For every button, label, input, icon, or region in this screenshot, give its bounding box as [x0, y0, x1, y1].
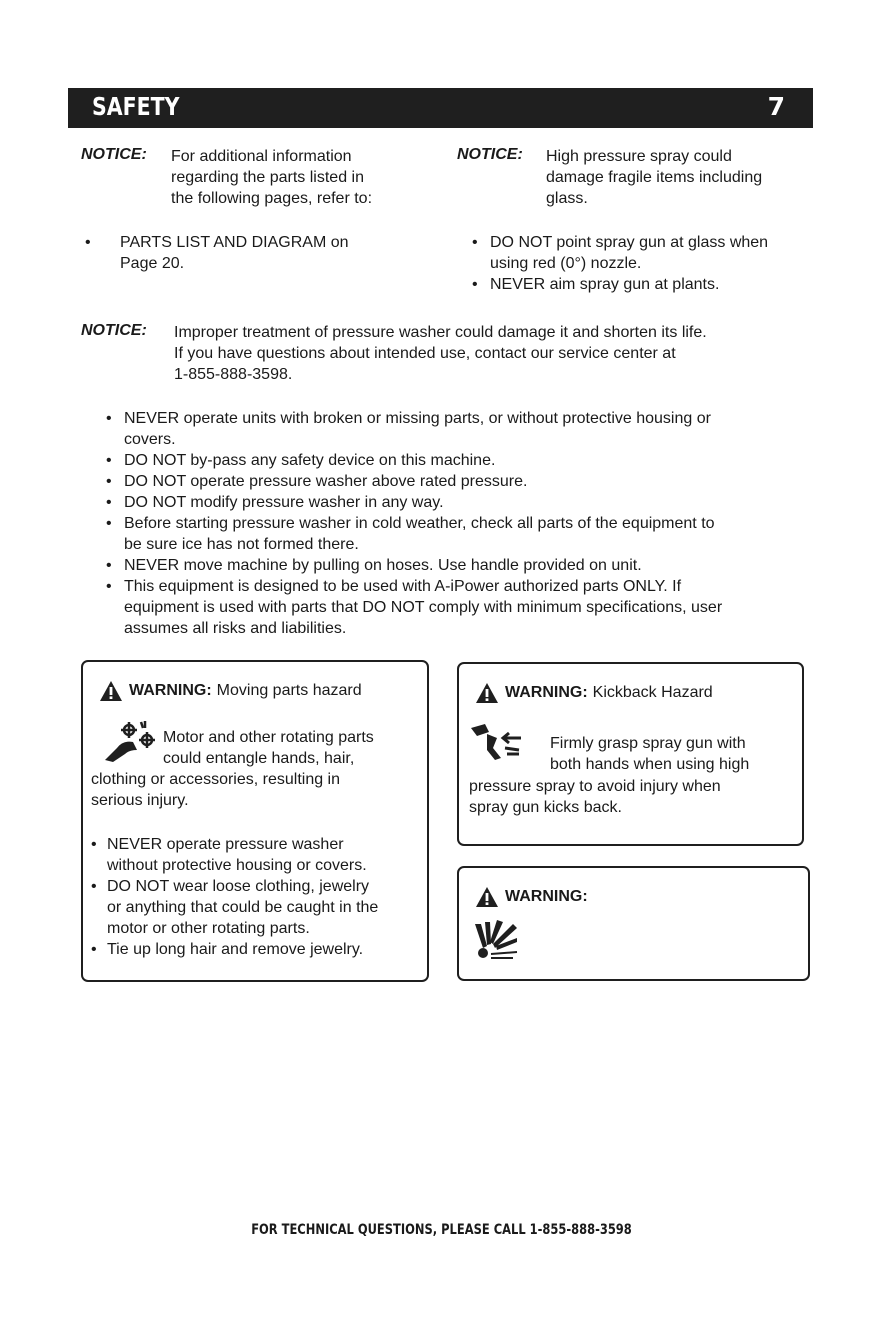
warning-intro-kickback: Firmly grasp spray gun with both hands when using high [550, 735, 750, 773]
notice-bullets-spray [472, 232, 822, 295]
notice-label-parts: NOTICE: [81, 146, 147, 163]
notice-bullets-treatment [106, 408, 806, 639]
list-item: • NEVER aim spray gun at plants. [472, 276, 720, 293]
warning-triangle-icon [99, 680, 123, 702]
list-item: • Before starting pressure washer in cold weather, check all parts of the equipment to be sure ice has not formed there. [106, 515, 715, 553]
notice-label-treatment: NOTICE: [81, 322, 147, 339]
warning-triangle-icon [475, 886, 499, 908]
notice-label-spray: NOTICE: [457, 146, 523, 163]
warning-bullets-moving-parts [91, 834, 421, 960]
warning-box-kickback [457, 662, 804, 846]
list-item: • DO NOT point spray gun at glass when using red (0°) nozzle. [472, 234, 769, 272]
warning-intro-continued-moving-parts: clothing or accessories, resulting in serious injury. [91, 771, 341, 809]
list-item: • This equipment is designed to be used with A-iPower authorized parts ONLY. If equipment is used with parts that DO NOT comply with minimum specifications, user assumes all risks and liabilities. [106, 578, 723, 637]
list-item: • NEVER operate pressure washer without protective housing or covers. [91, 836, 367, 874]
warning-heading-kickback [475, 682, 713, 704]
warning-box-explosion [457, 866, 810, 981]
footer-technical-questions: FOR TECHNICAL QUESTIONS, PLEASE CALL 1-855-888-3598 [251, 1222, 632, 1238]
list-item: • DO NOT wear loose clothing, jewelry or anything that could be caught in the motor or other rotating parts. [91, 878, 379, 937]
warning-triangle-icon [475, 682, 499, 704]
warning-word: WARNING: [129, 682, 212, 699]
rotating-parts-hazard-icon [103, 720, 159, 762]
warning-heading-moving-parts [99, 680, 362, 702]
section-title: SAFETY [92, 92, 180, 121]
notice-text-treatment: Improper treatment of pressure washer could damage it and shorten its life. If you have questions about intended use, contact our service center at 1-855-888-3598. [174, 324, 707, 383]
kickback-hazard-icon [471, 724, 527, 764]
notice-text-spray: High pressure spray could damage fragile items including glass. [546, 148, 763, 207]
bullet-dot: • [85, 234, 91, 251]
warning-word: WARNING: [505, 888, 588, 905]
warning-box-moving-parts [81, 660, 429, 982]
notice-text-parts: For additional information regarding the parts listed in the following pages, refer to: [171, 148, 373, 207]
list-item: • DO NOT by-pass any safety device on this machine. [106, 452, 496, 469]
notice-bullet-parts-list: PARTS LIST AND DIAGRAM on Page 20. [120, 234, 349, 272]
list-item: • NEVER move machine by pulling on hoses. Use handle provided on unit. [106, 557, 642, 574]
list-item: • DO NOT modify pressure washer in any way. [106, 494, 444, 511]
page-number: 7 [767, 92, 785, 121]
explosion-hazard-icon [473, 920, 519, 960]
list-item: • Tie up long hair and remove jewelry. [91, 941, 364, 958]
warning-heading-explosion [475, 886, 593, 908]
warning-title: Kickback Hazard [592, 684, 713, 701]
warning-intro-moving-parts: Motor and other rotating parts could entangle hands, hair, [163, 729, 374, 767]
warning-title: Moving parts hazard [216, 682, 362, 699]
list-item: • NEVER operate units with broken or missing parts, or without protective housing or covers. [106, 410, 711, 448]
warning-intro-continued-kickback: pressure spray to avoid injury when spray gun kicks back. [469, 778, 721, 816]
section-header-bar [68, 88, 813, 128]
warning-word: WARNING: [505, 684, 588, 701]
list-item: • DO NOT operate pressure washer above rated pressure. [106, 473, 528, 490]
